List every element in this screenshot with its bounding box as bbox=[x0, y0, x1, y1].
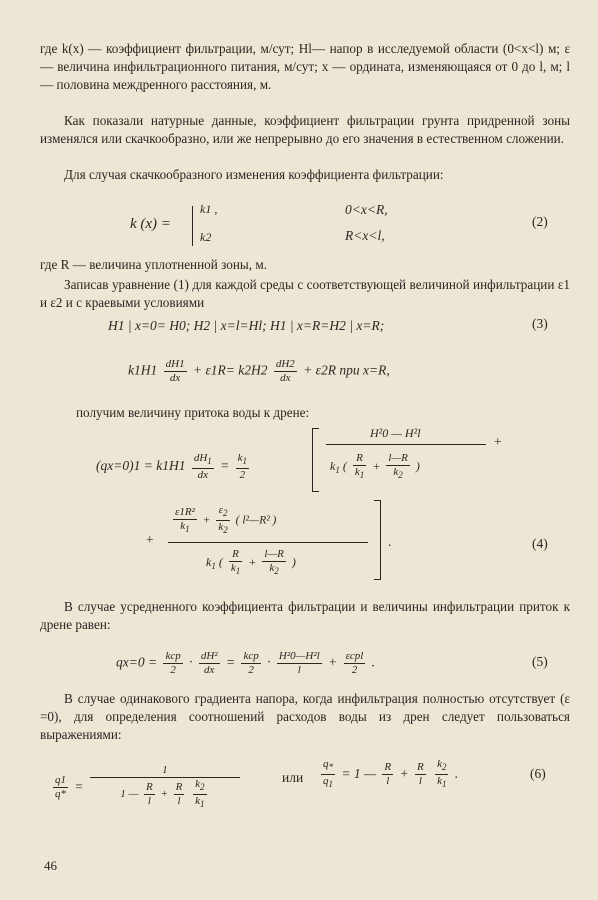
eq2-number: (2) bbox=[532, 214, 548, 229]
paragraph-R-def: где R — величина уплотненной зоны, м. bbox=[40, 257, 267, 272]
paragraph-stepwise-case: Для случая скачкообразного изменения коэффициента фильтрации: bbox=[64, 167, 444, 182]
eq6-lhs: $\frac{q1}{q*}$ = 1 1 — $\frac{R}{l}$ + $\frac{R}{l}$ $\frac{k_2}{k_1}$ bbox=[50, 764, 243, 811]
eq3-term3: + ε2R при x=R, bbox=[303, 362, 390, 378]
eq4-number: (4) bbox=[532, 536, 548, 551]
eq2-case1: k1 , bbox=[200, 202, 218, 216]
eq4-sub-fraction-line bbox=[168, 542, 368, 543]
eq6-or: или bbox=[282, 770, 304, 785]
paragraph-gradient: В случае одинакового градиента напора, когда инфильтрация полностью отсутствует (ε =0), для определения соотношений расходов воды из дрен следует пользоваться выражениями: bbox=[40, 691, 570, 742]
eq2-cond1: 0<x<R, bbox=[345, 202, 388, 217]
eq4-plus2: + bbox=[146, 532, 154, 547]
eq4-dot: . bbox=[388, 534, 392, 549]
eq4-bracket-right bbox=[374, 500, 381, 580]
paragraph-definitions: где k(x) — коэффициент фильтрации, м/сут; Hl— напор в исследуемой области (0<x<l) м; ε — величина инфильтрационного питания, м/сут; x — ордината, изменяющаяся от 0 до l, м; l— половина междренного расстояния, м. bbox=[40, 41, 570, 92]
paragraph-inflow: получим величину притока воды к дрене: bbox=[76, 405, 310, 420]
eq4-plus1: + bbox=[494, 434, 502, 449]
eq4-big-den: $k_1$ ( $\frac{R}{k_1}$ + $\frac{l—R}{k_2}$ ) bbox=[330, 452, 420, 481]
page-number: 46 bbox=[44, 858, 57, 873]
eq3-number: (3) bbox=[532, 316, 548, 331]
eq6-rhs: $\frac{q_*}{q_1}$ = 1 — $\frac{R}{l}$ + $\frac{R}{l}$ $\frac{k_2}{k_1}$ . bbox=[323, 758, 459, 790]
eq2-cond2: R<x<l, bbox=[345, 228, 385, 243]
eq4-bracket-left bbox=[312, 428, 319, 492]
paragraph-boundary: Записав уравнение (1) для каждой среды с соответствующей величиной инфильтрации ε1 и ε2 и с краевыми условиями bbox=[40, 277, 570, 310]
eq3-term1: k1H1 bbox=[128, 362, 158, 378]
eq3-frac1: $\frac{dH1}{dx}$ bbox=[165, 358, 185, 384]
eq4-lhs: (qx=0)1 = k1H1 $\frac{dH_1}{dx}$ = $\frac{k_1}{2}$ bbox=[96, 452, 248, 482]
eq3-term2: + ε1R= k2H2 bbox=[192, 362, 268, 378]
paragraph-average: В случае усредненного коэффициента фильтрации и величины инфильтрации приток к дрене равен: bbox=[40, 599, 570, 632]
eq5-number: (5) bbox=[532, 654, 548, 669]
eq4-sub-den: $k_1$ ( $\frac{R}{k_1}$ + $\frac{l—R}{k_2}$ ) bbox=[206, 548, 296, 577]
eq2-case2: k2 bbox=[200, 230, 212, 244]
eq4-sub-num: $\frac{\text{ε1R²}}{k_1}$ + $\frac{\varepsilon_2}{k_2}$ ( l²—R² ) bbox=[175, 504, 277, 536]
eq4-big-num: H²0 — H²l bbox=[370, 426, 421, 440]
eq2-brace bbox=[192, 206, 193, 246]
eq3-frac2: $\frac{dH2}{dx}$ bbox=[275, 358, 295, 384]
eq5-body: qx=0 = $\frac{\text{kср}}{2}$ · $\frac{\text{dH²}}{dx}$ = $\frac{\text{kср}}{2}$ · $\frac{\text{H²0—H²l}}{l}$ + $\frac{\text{εсрl}}{2}$ . bbox=[116, 650, 376, 676]
eq3-line1: H1 | x=0= H0; H2 | x=l=Hl; H1 | x=R=H2 | x=R; bbox=[108, 318, 385, 333]
eq4-fraction-line bbox=[326, 444, 486, 445]
paragraph-field-data: Как показали натурные данные, коэффициент фильтрации грунта придренной зоны изменялся или скачкообразно, или же непрерывно до его значения в естественном сложении. bbox=[40, 113, 570, 146]
eq6-number: (6) bbox=[530, 766, 546, 781]
eq3-line2 bbox=[128, 358, 390, 385]
eq2-lhs: k (x) = bbox=[130, 216, 171, 232]
